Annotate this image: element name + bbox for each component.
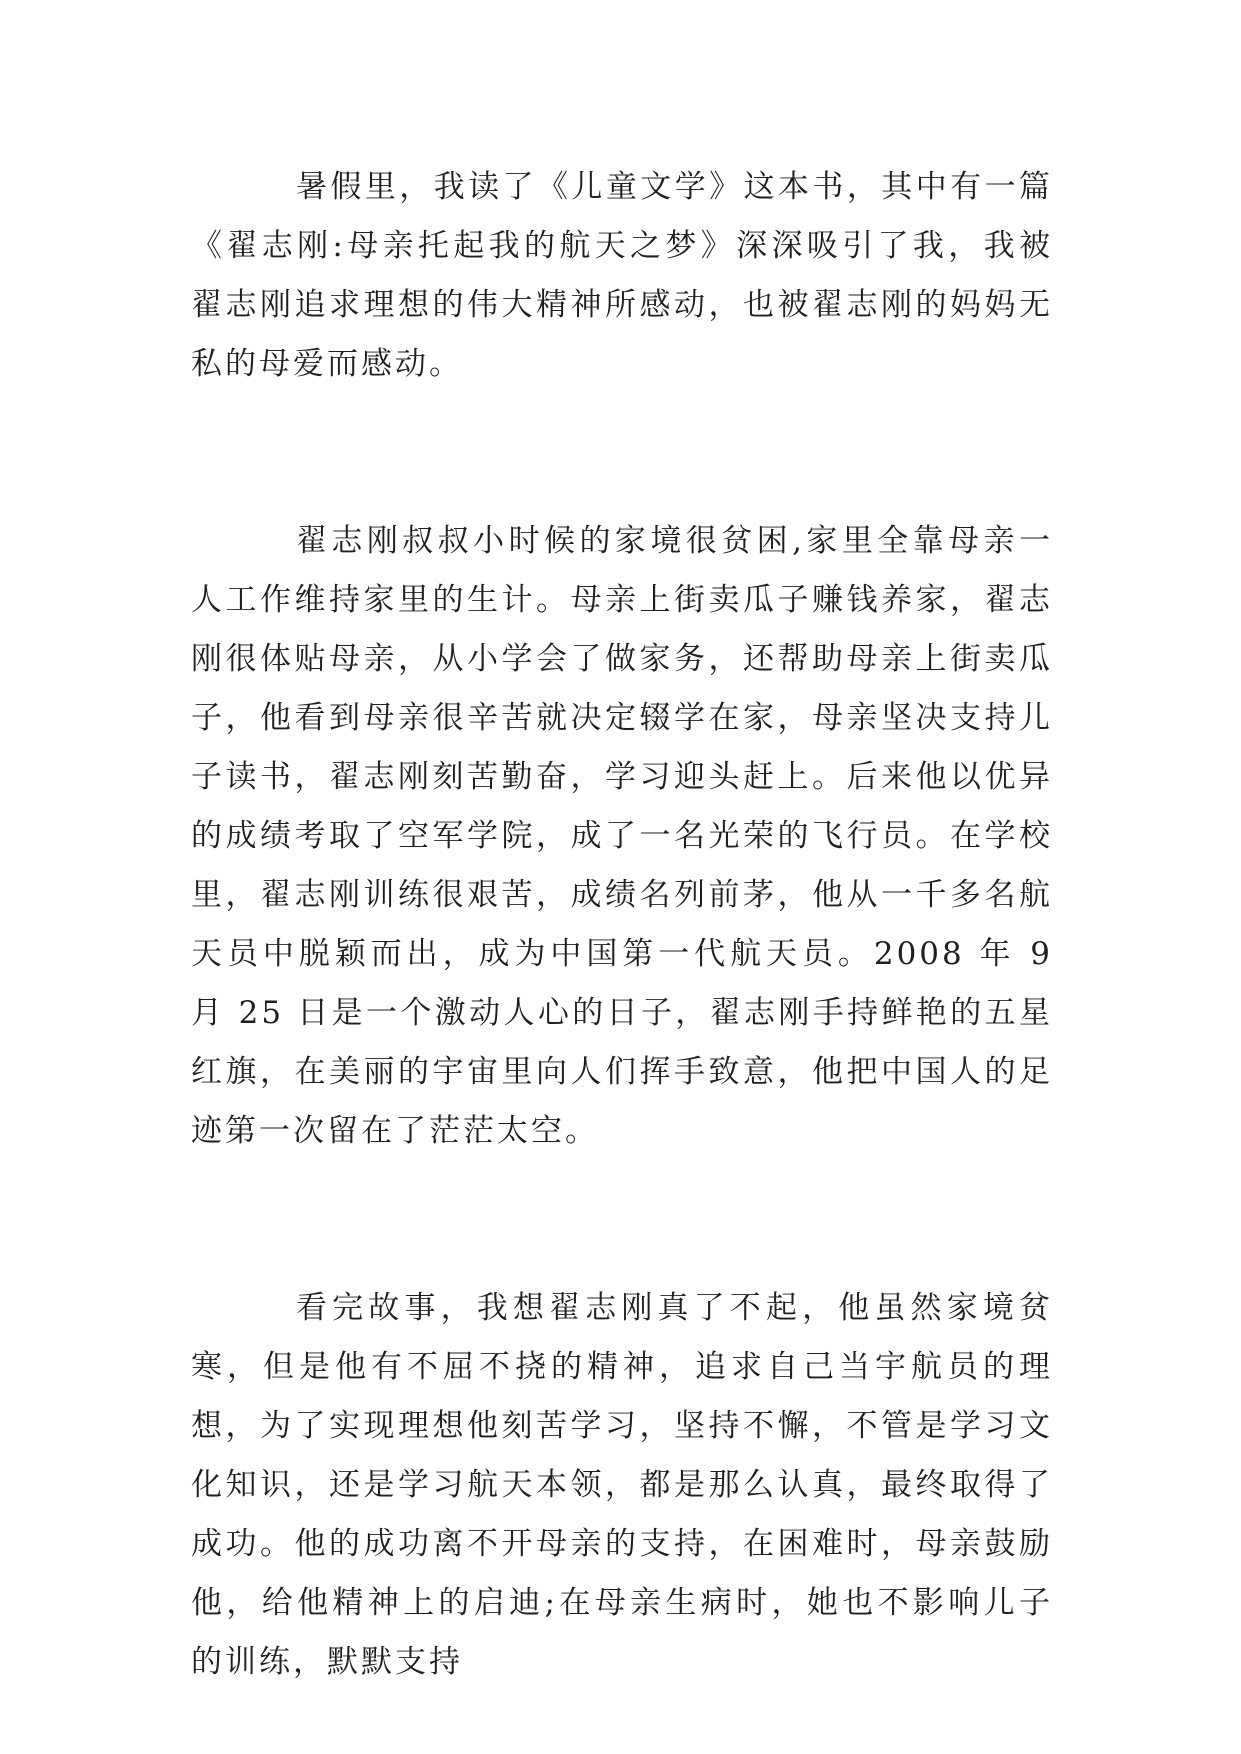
document-body xyxy=(191,158,1053,1692)
paragraph-2: 翟志刚叔叔小时候的家境很贫困,家里全靠母亲一人工作维持家里的生计。母亲上街卖瓜子赚钱养家，翟志刚很体贴母亲，从小学会了做家务，还帮助母亲上街卖瓜子，他看到母亲很辛苦就决定辍学在家，母亲坚决支持儿子读书，翟志刚刻苦勤奋，学习迎头赶上。后来他以优异的成绩考取了空军学院，成了一名光荣的飞行员。在学校里，翟志刚训练很艰苦，成绩名列前茅，他从一千多名航天员中脱颖而出，成为中国第一代航天员。2008 年 9 月 25 日是一个激动人心的日子，翟志刚手持鲜艳的五星红旗，在美丽的宇宙里向人们挥手致意，他把中国人的足迹第一次留在了茫茫太空。 xyxy=(191,523,1053,1149)
paragraph-1: 暑假里，我读了《儿童文学》这本书，其中有一篇《翟志刚:母亲托起我的航天之梦》深深吸引了我，我被翟志刚追求理想的伟大精神所感动，也被翟志刚的妈妈无私的母爱而感动。 xyxy=(191,169,1053,382)
paragraph-3: 看完故事，我想翟志刚真了不起，他虽然家境贫寒，但是他有不屈不挠的精神，追求自己当宇航员的理想，为了实现理想他刻苦学习，坚持不懈，不管是学习文化知识，还是学习航天本领，都是那么认真，最终取得了成功。他的成功离不开母亲的支持，在困难时，母亲鼓励他，给他精神上的启迪;在母亲生病时，她也不影响儿子的训练，默默支持 xyxy=(191,1290,1053,1680)
